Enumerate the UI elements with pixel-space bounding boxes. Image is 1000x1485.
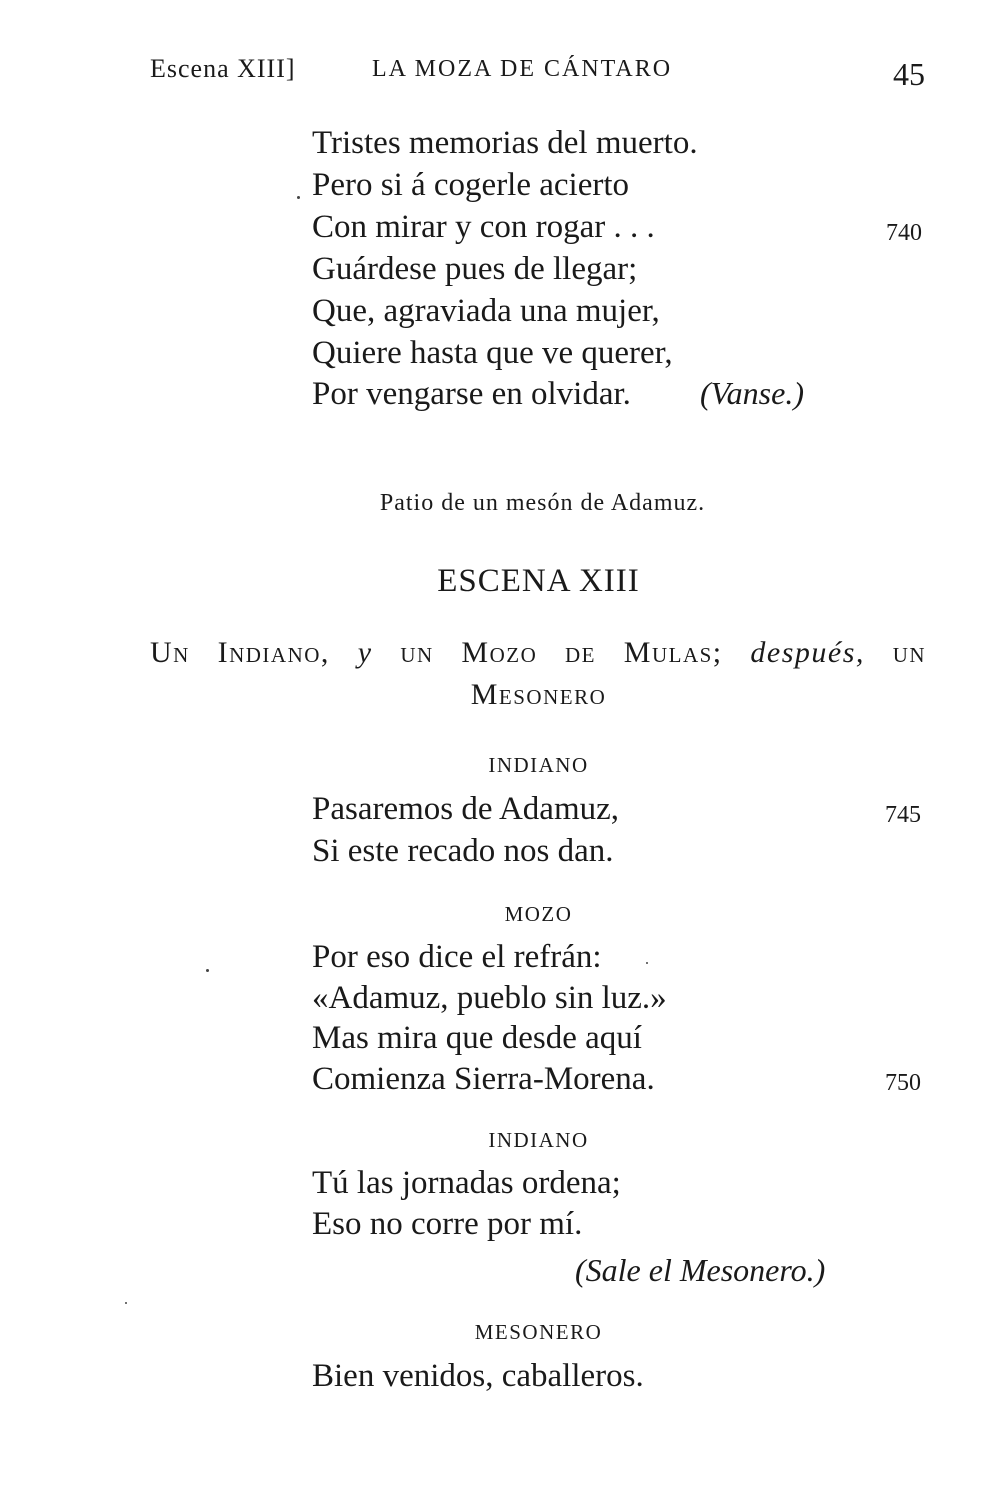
line-number: 745 [885,802,921,828]
verse-line: Tristes memorias del muerto. [312,125,698,161]
stage-direction-sale: (Sale el Mesonero.) [575,1252,826,1288]
verse-line: Guárdese pues de llegar; [312,251,638,287]
verse-line: Con mirar y con rogar . . . [312,209,655,245]
scene-heading: ESCENA XIII [437,563,640,599]
verse-line: «Adamuz, pueblo sin luz.» [312,980,667,1016]
cast-un: un [892,636,927,669]
verse-line: Pero si á cogerle acierto [312,167,630,203]
scan-speck [206,969,209,972]
speaker-name: INDIANO [488,753,589,777]
verse-line: Que, agraviada una mujer, [312,293,660,329]
speaker-name: INDIANO [488,1128,589,1152]
running-header-title: LA MOZA DE CÁNTARO [372,56,673,82]
cast-indiano: Un Indiano, [150,636,330,669]
cast-list-line-1 [150,632,926,674]
stage-direction-vanse: (Vanse.) [700,375,804,411]
scan-speck [297,196,300,199]
verse-line: Quiere hasta que ve querer, [312,335,673,371]
running-header-scene: Escena XIII] [150,54,296,83]
verse-line: Comienza Sierra-Morena. [312,1061,655,1097]
verse-line: Por eso dice el refrán: [312,939,602,975]
cast-conjunction: y [357,636,373,669]
line-number: 740 [886,220,922,246]
cast-mesonero: Mesonero [470,678,607,711]
speaker-name: MESONERO [474,1320,603,1344]
page-number: 45 [893,56,925,92]
scan-speck [646,962,648,964]
verse-line: Mas mira que desde aquí [312,1020,642,1056]
scan-speck [125,1302,127,1304]
cast-mozo: un Mozo de Mulas; [400,636,723,669]
verse-line: Por vengarse en olvidar. [312,376,631,412]
verse-line: Tú las jornadas ordena; [312,1165,621,1201]
verse-line: Si este recado nos dan. [312,833,614,869]
line-number: 750 [885,1070,921,1096]
scene-setting: Patio de un mesón de Adamuz. [379,490,706,516]
cast-despues: después, [750,636,865,669]
speaker-name: MOZO [504,902,573,926]
verse-line: Pasaremos de Adamuz, [312,791,620,827]
verse-line: Eso no corre por mí. [312,1206,583,1242]
verse-line: Bien venidos, caballeros. [312,1358,644,1394]
